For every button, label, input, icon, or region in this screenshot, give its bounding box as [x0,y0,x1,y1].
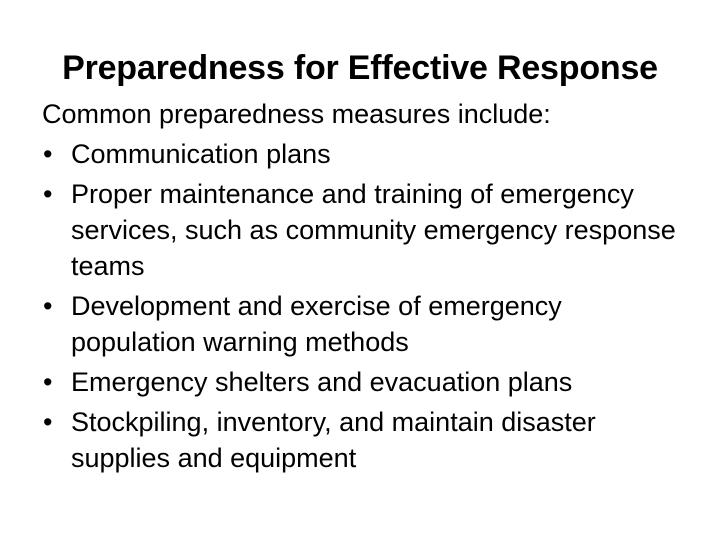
bullet-icon: • [43,367,53,397]
bullet-text: Development and exercise of emergency population warning methods [71,291,562,357]
bullet-item [42,136,682,172]
bullet-icon: • [43,179,53,209]
bullet-icon: • [43,291,53,321]
bullet-text: Communication plans [71,139,331,169]
bullet-item [42,364,682,400]
bullet-text: Proper maintenance and training of emergency services, such as community emergency response teams [71,179,676,281]
bullet-icon: • [43,407,53,437]
bullet-item [42,404,682,476]
bullet-item [42,288,682,360]
bullet-icon: • [43,139,53,169]
bullet-list [42,136,682,476]
intro-text: Common preparedness measures include: [42,99,551,129]
bullet-text: Stockpiling, inventory, and maintain disaster supplies and equipment [71,407,596,473]
slide-body [42,96,682,480]
slide-title: Preparedness for Effective Response [62,49,658,87]
bullet-item [42,176,682,284]
bullet-text: Emergency shelters and evacuation plans [71,367,573,397]
